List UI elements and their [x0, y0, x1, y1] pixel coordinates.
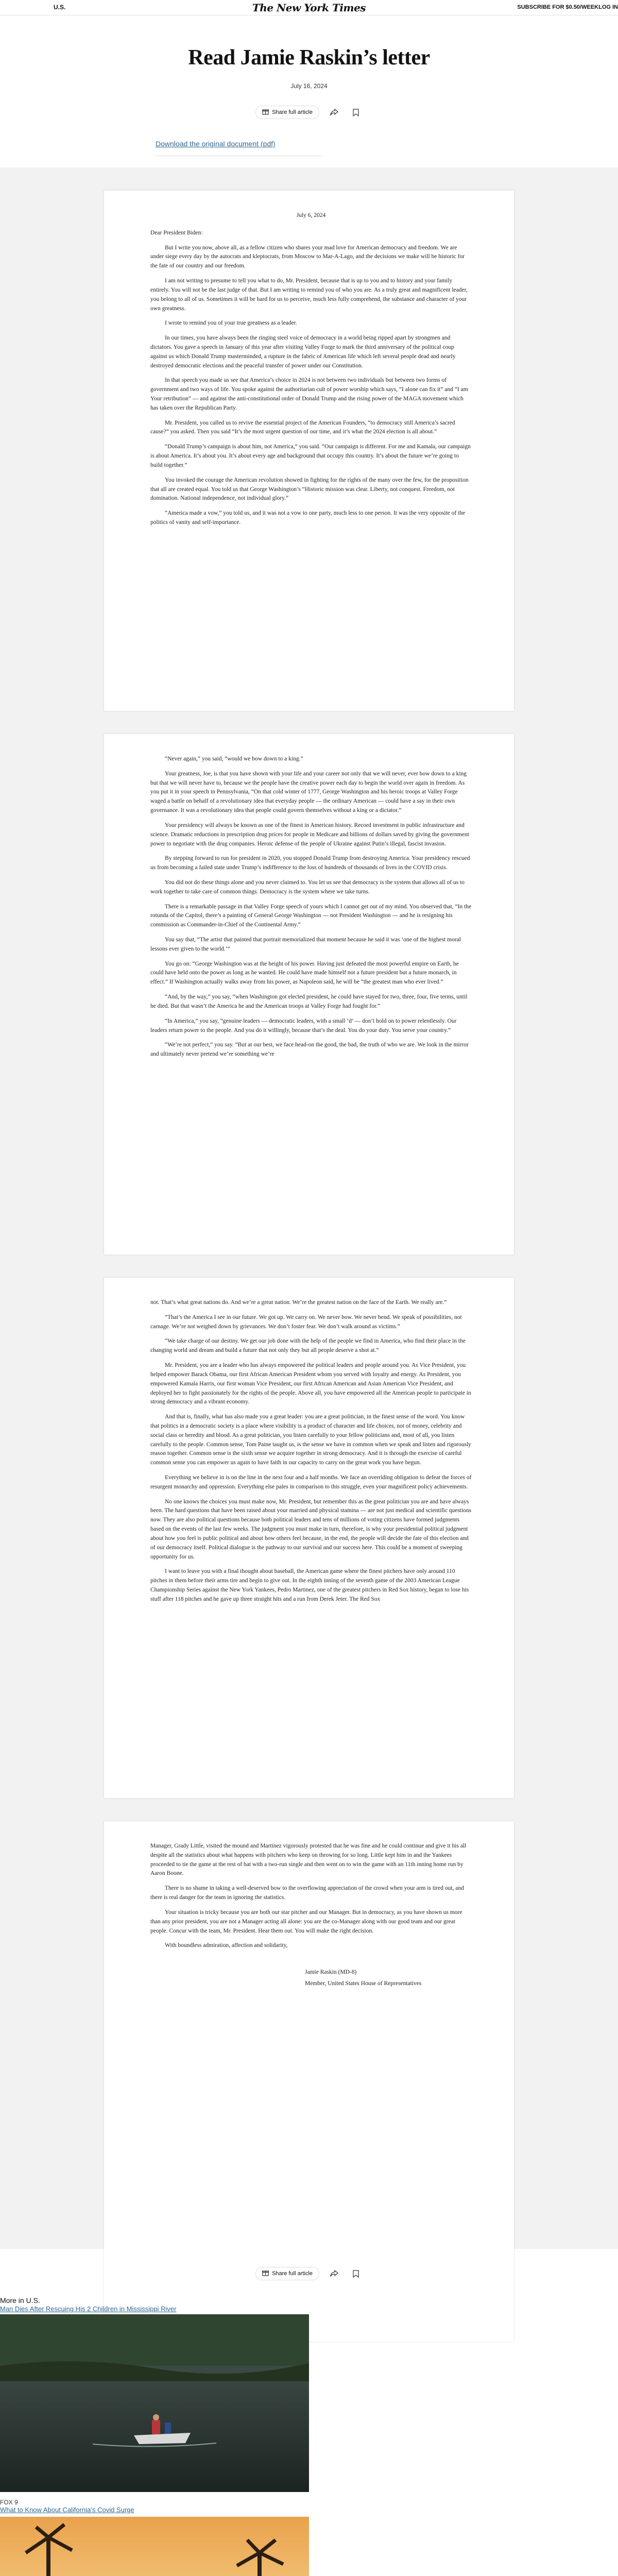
share-icon[interactable]: [328, 2267, 341, 2280]
paragraph: “We take charge of our destiny. We get our job done with the help of the people we find in America, who find their place in the changing world and dream and build a future that not only they but all people deserve a shot at.”: [150, 1338, 466, 1354]
more-item-image-river-rescue[interactable]: [0, 2314, 309, 2492]
more-item-2[interactable]: [0, 2499, 309, 2514]
bookmark-icon[interactable]: [349, 106, 363, 119]
subscribe-link[interactable]: SUBSCRIBE FOR $0.50/WEEKLOG IN: [517, 4, 618, 10]
image-credit: FOX 9: [0, 2499, 18, 2506]
paragraph: “And, by the way,” you say, “when Washington got elected president, he could have stayed for two, three, four, five terms, until he died. But that wasn’t the America he and the American troops at Valley Forge had fought for.”: [150, 994, 468, 1009]
gift-icon: [262, 108, 269, 116]
paragraph: “That’s the America I see in our future. We got up. We carry on. We never bow. We never bend. We speak of possibilities, not carnage. We’re not weighed down by grievances. We don’t foster fear. We don’t walk around as victims.”: [150, 1314, 462, 1330]
paragraph: Your situation is tricky because you are both our star pitcher and our Manager. But in democracy, as you have shown us more than any prior president, you are not a Manager acting all alone: you are the co-Manager along with our good team and our great people. Concur with the team, Mr. President. Hear them out. You will make the right decision.: [150, 1909, 462, 1934]
paragraph: Dear President Biden:: [150, 229, 203, 236]
paragraph: Your presidency will always be known as one of the finest in American history. Record investment in public infrastructure and science. Dramatic reductions in prescription drug prices for people in Medicare and billions of dollars saved by giving the government power to negotiate with the drug companies. Heroic defense of the people of Ukraine against Putin’s illegal, fascist invasion.: [150, 822, 469, 847]
paragraph: Mr. President, you called us to revive the essential project of the American Founders, “to democracy still America’s sacred cause?” you asked. Then you said “It’s the most urgent question of our time, and it’s what the 2024 election is all about.”: [150, 419, 455, 435]
share-icon[interactable]: [328, 106, 341, 119]
paragraph: In that speech you made us see that America’s choice in 2024 is not between two individuals but between two forms of government and two ways of life. You spoke against the authoritarian cult of power worship which says, “I alone can fix it” and “I am Your retribution” — and against the anti-constitutional order of Donald Trump and the rising power of the MAGA movement which has taken over the Republican Party.: [150, 377, 468, 411]
more-item-title[interactable]: What to Know About California’s Covid Surge: [0, 2506, 134, 2514]
bookmark-icon[interactable]: [349, 2267, 363, 2280]
article-date: July 16, 2024: [290, 82, 328, 90]
paragraph: But I write you now, above all, as a fellow citizen who shares your mad love for American democracy and freedom. We are under siege every day by the autocrats and kleptocrats, from Moscow to Mar-A-Lago, and the decisions we make will be historic for the fate of our country and our freedom.: [150, 244, 465, 269]
paragraph: I want to leave you with a final thought about baseball, the American game where the finest pitchers have only around 110 pitches in them before their arms tire and begin to give out. In the eighth inning of the seventh game of the 2003 American League Championship Series against the New York Yankees, Pedro Martinez, one of the greatest pitchers in Red Sox history, began to lose his stuff after 118 pitches and he gave up three straight hits and a run from Derek Jeter. The Red Sox: [150, 1568, 469, 1602]
signature-title: Member, United States House of Representatives: [305, 1980, 422, 1987]
paragraph: There is a remarkable passage in that Valley Forge speech of yours which I cannot get out of my mind. You observed that, “In the rotunda of the Capitol, there’s a painting of General George Washington — not President Washington — and he is resigning his commission as Commander-in-Chief of the Continental Army.”: [150, 903, 472, 928]
paragraph: Your greatness, Joe, is that you have shown with your life and your career not only that we will never, ever bow down to a king but that we will never have to, because we the people have the creative power each day to begin the world over again in freedom. As you put it in your speech in Pennsylvania, “On that cold winter of 1777, George Washington and his heroic troops at Valley Forge waged a battle on behalf of a revolutionary idea that everyday people — the ordinary American — could have a say in their own governance. It was a revolutionary idea that people could govern themselves without a king or a dictator.”: [150, 770, 467, 814]
document-viewer[interactable]: [0, 167, 618, 2249]
more-item-image-beach-sunset[interactable]: [0, 2517, 309, 2576]
share-full-article-button[interactable]: [255, 2267, 319, 2280]
letter-date: July 6, 2024: [296, 212, 326, 218]
paragraph: “Donald Trump’s campaign is about him, not America,” you said. “Our campaign is different. For me and Kamala, our campaign is about America. It’s about you. It’s about every age and background that occupy this country. It’s about the future we’re going to build together.”: [150, 444, 471, 468]
paragraph: No one knows the choices you must make now, Mr. President, but remember this as the great politician you are and have always been. The hard questions that have been raised about your married and physical stamina — are not just medical and scientific questions now. They are also political questions because both political leaders and tens of millions of voting citizens have formed judgments based on the events of the last few weeks. The judgment you must make in turn, therefore, is why your presidential political judgment about how you feel is public political and about how others feel because, in the end, the people will decide the fate of this election and of our democracy itself. Political dialogue is the pathway to our survival and our success here. This could be a moment of sweeping opportunity for us.: [150, 1498, 472, 1560]
paragraph: “We’re not perfect,” you say. “But at our best, we face head-on the good, the bad, the truth of who we are. We look in the mirror and ultimately never pretend we’re something we’re: [150, 1042, 469, 1058]
paragraph: In our times, you have always been the ringing steel voice of democracy in a world being ripped apart by strongmen and dictators. You gave a speech in January of this year after visiting Valley Forge to mark the third anniversary of the political coup against us which Donald Trump masterminded, a rupture in the fabric of American life which left several people dead and nearly destroyed democratic elections and the peaceful transfer of power under our Constitution.: [150, 335, 456, 369]
share-full-article-button[interactable]: [255, 106, 319, 119]
closing-line: With boundless admiration, affection and solidarity,: [165, 1942, 288, 1949]
nyt-logo[interactable]: The New York Times: [252, 2, 366, 14]
download-original-pdf-link[interactable]: Download the original document (pdf): [156, 140, 276, 148]
gift-icon: [262, 2269, 269, 2278]
paragraph: “In America,” you say, “genuine leaders — democratic leaders, with a small ‘d’ — don’t hold on to power relentlessly. Our leaders return power to the people. And you do it willingly, because that’s the deal. You do your duty. You serve your country.”: [150, 1018, 457, 1033]
section-link-us[interactable]: U.S.: [54, 4, 66, 11]
document-page-3: [104, 1278, 514, 1798]
paragraph: Mr. President, you are a leader who has always empowered the political leaders and people around you. As Vice President, you helped empower Barack Obama, our first African American President whom you served with loyalty and energy. As President, you empowered Kamala Harris, our first woman Vice President, our first African American and Asian American Vice President, and deployed her to fight passionately for the rights of the people. Above all, you have empowered all the American people to participate in strong democracy and a vibrant economy.: [150, 1362, 471, 1405]
document-page-2: [104, 734, 514, 1255]
top-bar: [0, 0, 618, 15]
paragraph: By stepping forward to run for president in 2020, you stopped Donald Trump from destroying America. Your presidency rescued us from becoming a failed state under Trump’s indifference to the loss of hundreds of thousands of lives in the COVID crisis.: [150, 855, 470, 871]
more-item-1[interactable]: [0, 2305, 309, 2313]
document-page-4: [104, 1821, 514, 2342]
paragraph: There is no shame in taking a well-deserved bow to the overflowing appreciation of the crowd when your arm is tired out, and there is real danger for the team in ignoring the statistics.: [150, 1885, 464, 1901]
signature-name: Jamie Raskin (MD-8): [305, 1969, 357, 1976]
paragraph: Everything we believe in is on the line in the next four and a half months. We face an overriding obligation to defeat the forces of resurgent monarchy and oppression. Everything else pales in comparison to this struggle, even your magnificent policy achievements.: [150, 1475, 472, 1490]
paragraph: And that is, finally, what has also made you a great leader: you are a great politician, in the finest sense of the word. You know that politics in a democratic society is a place where visibility is a product of character and life choices, not of money, celebrity and social class or heredity and blood. As a great politician, you listen carefully to your fellow politicians and, most of all, you listen carefully to the people. Common sense, Tom Paine taught us, is the sense we have in common when we speak and listen and rigorously reason together. Common sense is the sixth sense we acquire together in strong democracy. And it is through the exercise of careful common sense you can empower us again to have faith in our capacity to carry on the great work you have begun.: [150, 1414, 472, 1466]
paragraph: not. That’s what great nations do. And we’re a great nation. We’re the greatest nation on the face of the Earth. We really are.”: [150, 1299, 447, 1306]
article-headline: Read Jamie Raskin’s letter: [188, 46, 430, 70]
paragraph: I am not writing to presume to tell you what to do, Mr. President, because that is up to you and to history and your family entirely. You will not be the last judge of that. But I am writing to remind you of who you are. As a truly great and magnificent leader, you belong to all of us. Sometimes it will be hard for us to perceive, much less fully comprehend, the substance and character of your own greatness.: [150, 278, 468, 312]
paragraph: Manager, Grady Little, visited the mound and Martinez vigorously protested that he was fine and he could continue and give it his all despite all the statistics about what happens with pitchers who keep on throwing for so long. Little kept him in and the Yankees proceeded to tie the game at the rest of bat with a two-run single and then went on to win the game with an 11th inning home run by Aaron Boone.: [150, 1843, 467, 1877]
paragraph: You invoked the courage the American revolution showed in fighting for the rights of the many over the few, for the proposition that all are created equal. You told us that George Washington’s “Historic mission was clear. Liberty, not conquest. Freedom, not domination. National independence, not individual glory.”: [150, 477, 469, 502]
paragraph: You say that, “The artist that painted that portrait memorialized that moment because he said it was ‘one of the highest moral lessons ever given to the world.’”: [150, 937, 461, 952]
share-toolbar-bottom: [0, 2267, 618, 2280]
paragraph: “America made a vow,” you told us, and it was not a vow to one party, much less to one person. It was the very opposite of the politics of vanity and self-importance.: [150, 510, 466, 526]
paragraph: You did not do these things alone and you never claimed to. You let us see that democracy is the system that allows all of us to work together to take care of common things. Democracy is the system where we take turns.: [150, 879, 465, 895]
more-item-title[interactable]: Man Dies After Rescuing His 2 Children in Mississippi River: [0, 2305, 177, 2313]
more-in-us-heading: More in U.S.: [0, 2296, 40, 2304]
share-label: Share full article: [272, 109, 313, 115]
paragraph: “Never again,” you said, “would we bow down to a king.”: [165, 756, 303, 762]
paragraph: I wrote to remind you of your true greatness as a leader.: [165, 320, 297, 327]
share-toolbar-top: [0, 106, 618, 119]
share-label: Share full article: [272, 2270, 313, 2277]
paragraph: You go on: “George Washington was at the height of his power. Having just defeated the most powerful empire on Earth, he could have held onto the power as long as he wanted. He could have made himself not a future president but a future monarch, in effect.” If Washington actually walks away from his power, as Napoleon said, he will be “the greatest man who ever lived.”: [150, 960, 459, 986]
document-page-1: [104, 191, 514, 711]
